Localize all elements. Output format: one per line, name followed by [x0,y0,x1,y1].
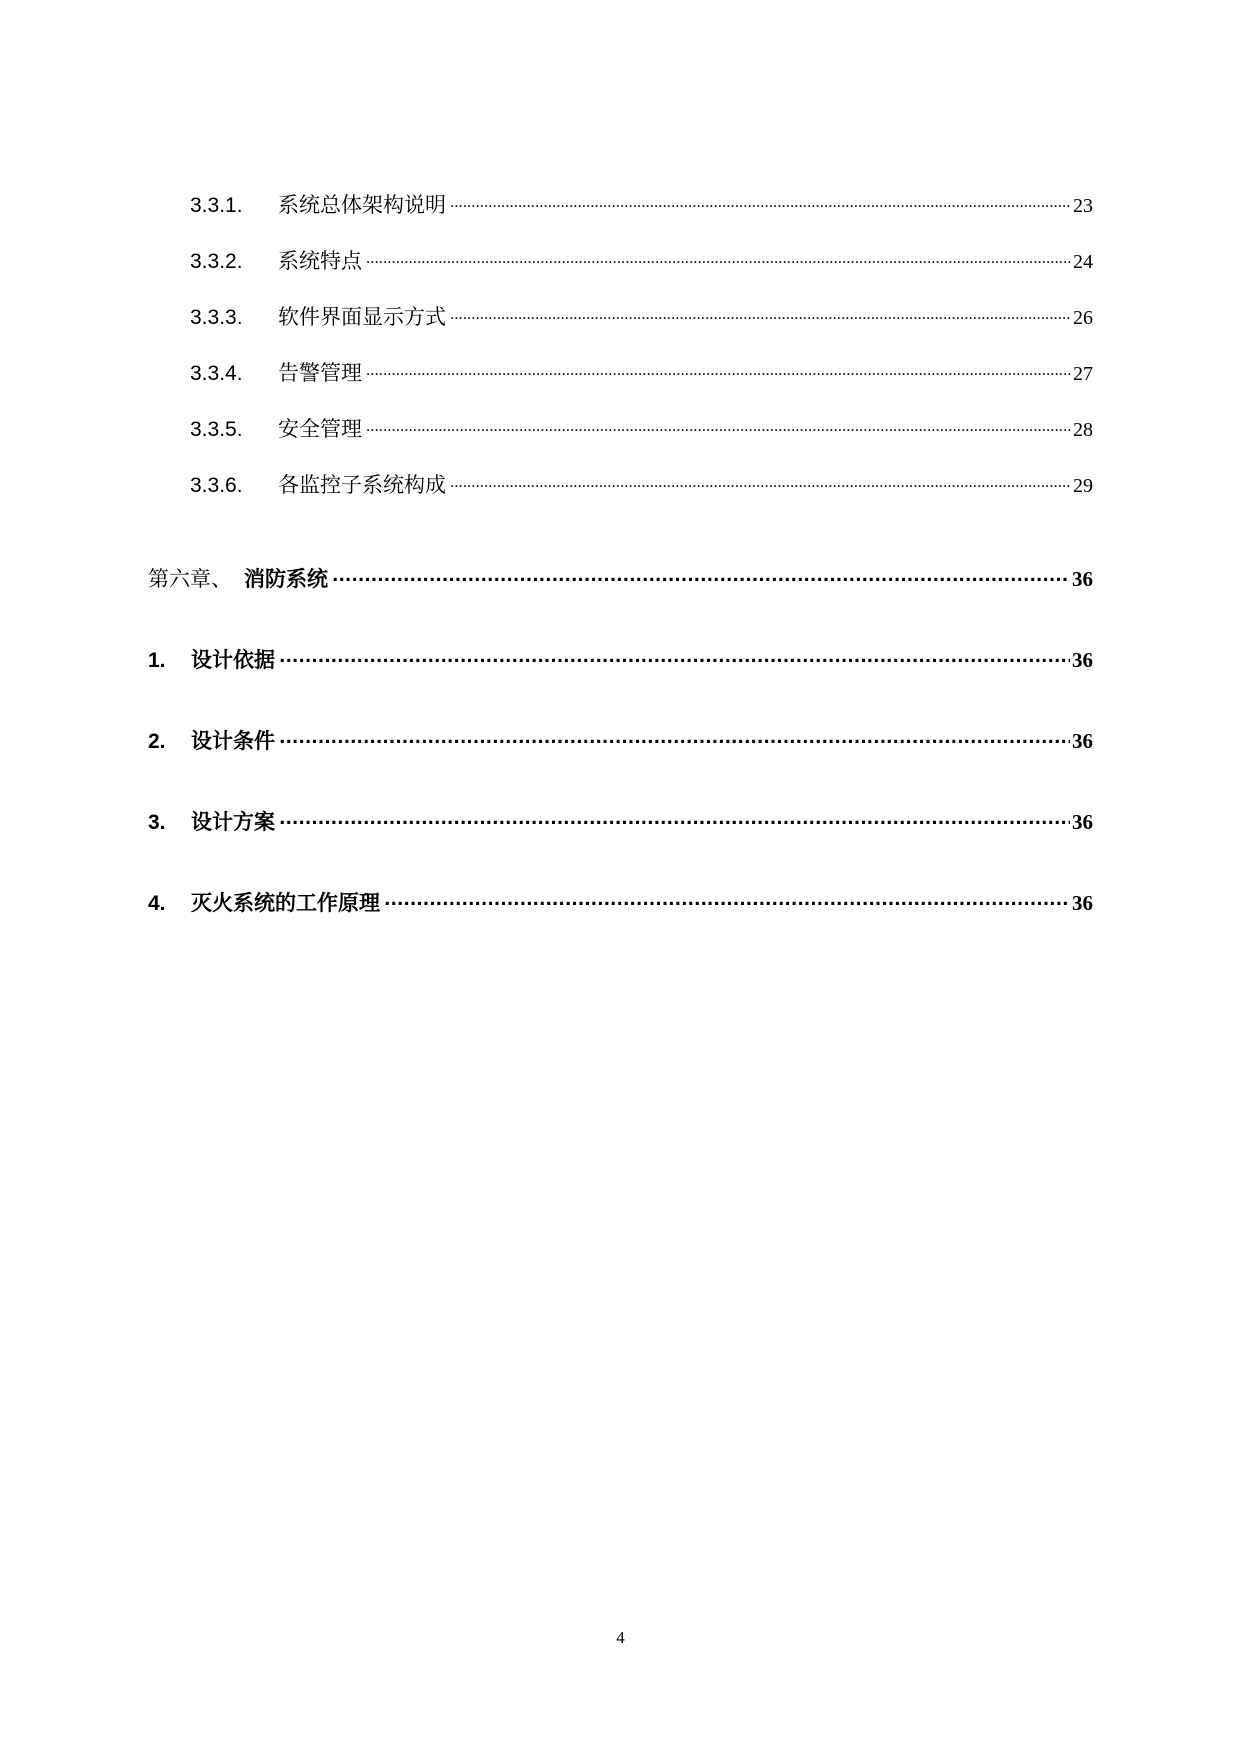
toc-entry-title: 软件界面显示方式 [278,305,446,329]
toc-chapter-title: 消防系统 [244,567,328,591]
dot-leader [366,247,1071,268]
toc-entry-number: 3. [148,811,166,834]
toc-entry-section-2[interactable] [148,725,1093,755]
dot-leader [279,646,1070,667]
toc-entry-page: 36 [1072,810,1093,834]
dot-leader [279,808,1070,829]
toc-entry-title: 设计方案 [191,810,275,834]
toc-entry-title: 灭火系统的工作原理 [191,891,380,915]
toc-entry-title: 安全管理 [278,417,362,441]
toc-entry-number: 3.3.4. [190,362,243,385]
toc-entry-number: 3.3.1. [190,194,243,217]
toc-entry-page: 27 [1073,363,1093,385]
dot-leader [450,303,1071,324]
toc-entry-page: 36 [1072,648,1093,672]
toc-entry-title: 系统特点 [278,249,362,273]
toc-entry-section-4[interactable] [148,887,1093,917]
page-number: 4 [616,1628,625,1647]
toc-entry-page: 24 [1073,251,1093,273]
toc-entry-3-3-5[interactable] [190,413,1093,443]
toc-entry-3-3-2[interactable] [190,245,1093,275]
toc-chapter-number: 第六章、 [148,567,232,591]
toc-entry-number: 4. [148,892,166,915]
toc-entry-3-3-4[interactable] [190,357,1093,387]
toc-entry-number: 3.3.6. [190,474,243,497]
dot-leader [450,191,1071,212]
toc-entry-section-3[interactable] [148,806,1093,836]
dot-leader [384,889,1070,910]
toc-entry-title: 设计依据 [191,648,275,672]
toc-entry-chapter-6[interactable] [148,563,1093,593]
toc-entry-page: 29 [1073,475,1093,497]
toc-entry-number: 2. [148,730,166,753]
toc-entry-title: 设计条件 [191,729,275,753]
toc-entry-3-3-6[interactable] [190,469,1093,499]
toc-entry-number: 3.3.2. [190,250,243,273]
toc-entry-page: 36 [1072,891,1093,915]
toc-entry-3-3-3[interactable] [190,301,1093,331]
toc-entry-section-1[interactable] [148,644,1093,674]
dot-leader [332,565,1070,586]
toc-entry-number: 1. [148,649,166,672]
dot-leader [366,359,1071,380]
dot-leader [279,727,1070,748]
toc-entry-title: 各监控子系统构成 [278,473,446,497]
dot-leader [450,471,1071,492]
toc-entry-page: 26 [1073,307,1093,329]
toc-entry-page: 28 [1073,419,1093,441]
toc-entry-page: 23 [1073,195,1093,217]
toc-entry-title: 系统总体架构说明 [278,193,446,217]
dot-leader [366,415,1071,436]
toc-entry-title: 告警管理 [278,361,362,385]
toc-entry-3-3-1[interactable] [190,189,1093,219]
toc-entry-number: 3.3.3. [190,306,243,329]
toc-entry-number: 3.3.5. [190,418,243,441]
toc-entry-page: 36 [1072,567,1093,591]
toc-entry-page: 36 [1072,729,1093,753]
